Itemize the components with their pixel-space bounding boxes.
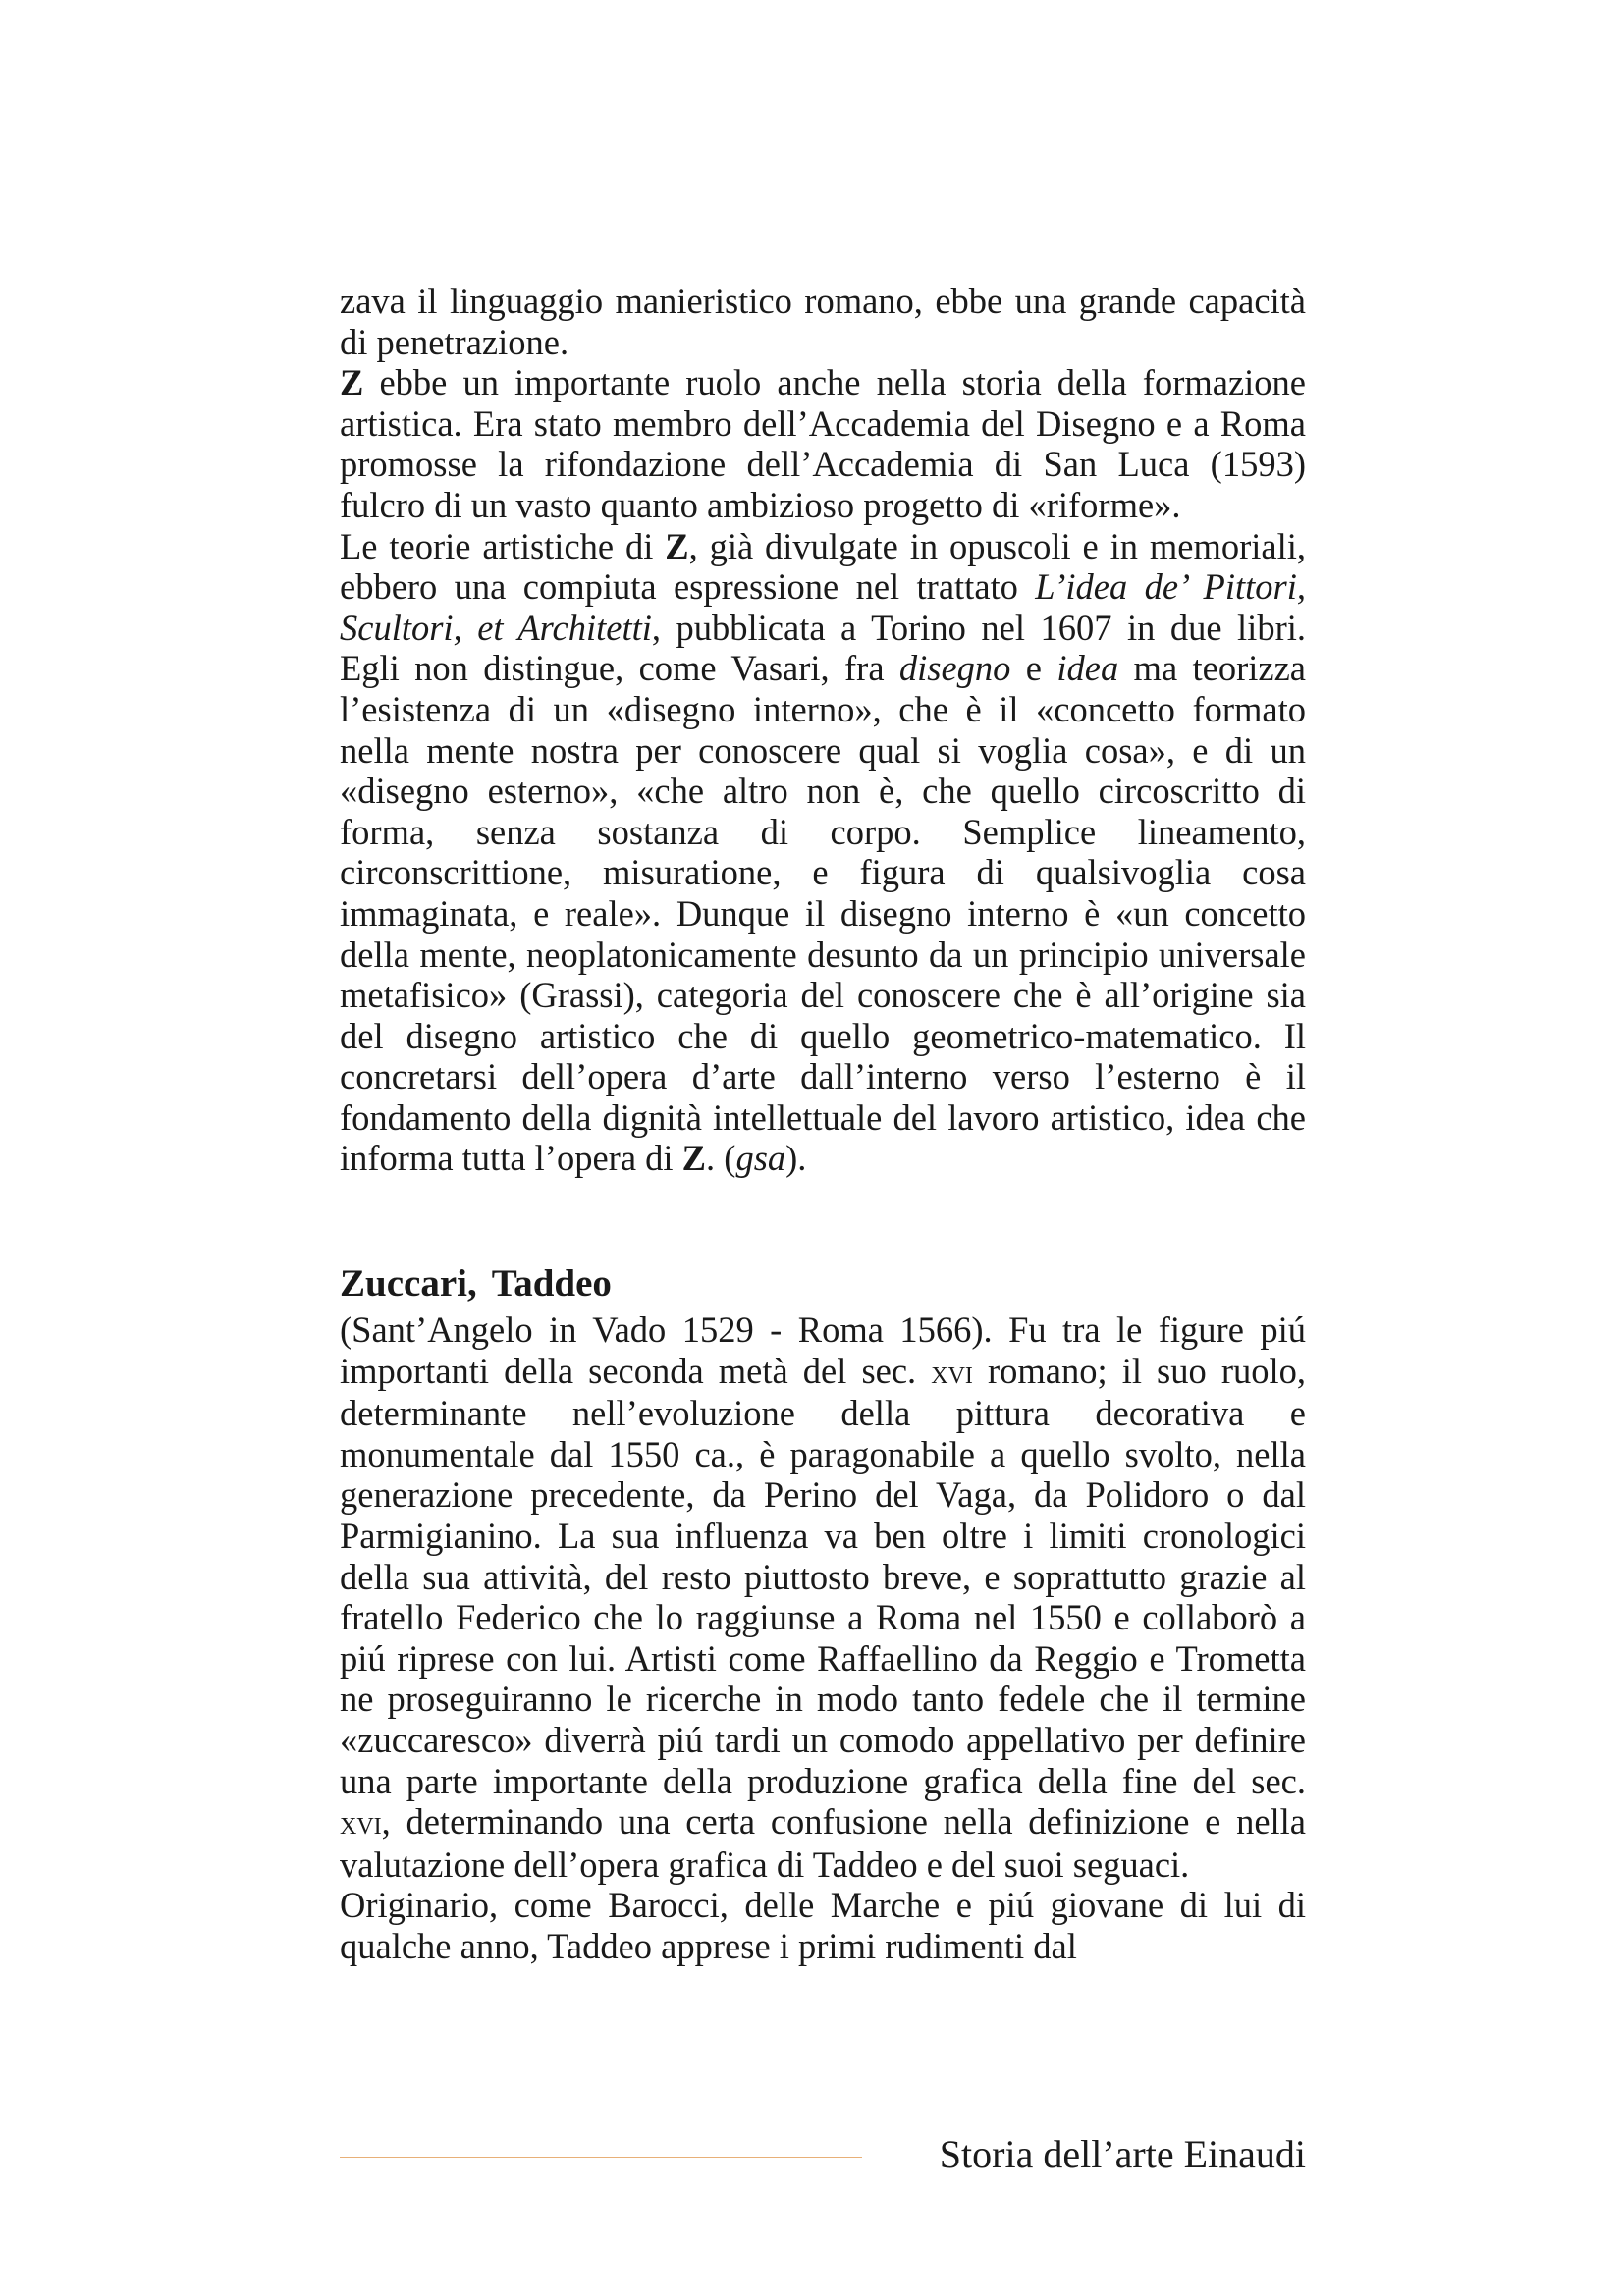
footer-rule: [340, 2157, 862, 2158]
term-disegno: disegno: [898, 648, 1011, 689]
paragraph: (Sant’Angelo in Vado 1529 - Roma 1566). Fu tra le figure piú importanti della seconda metà del sec. xvi romano; il suo ruolo, determinante nell’evoluzione della pittura decorativa e monumentale dal 1550 ca., è paragonabile a quello svolto, nella generazione precedente, da Perino del Vaga, da Polidoro o dal Parmigianino. La sua influenza va ben oltre i limiti cronologici della sua attività, del resto piuttosto breve, e soprattutto grazie al fratello Federico che lo raggiunse a Roma nel 1550 e collaborò a piú riprese con lui. Artisti come Raffaellino da Reggio e Trometta ne proseguiranno le ricerche in modo tanto fedele che il termine «zuccaresco» diverrà piú tardi un comodo appellativo per definire una parte importante della produzione grafica della fine del sec. xvi, determinando una certa confusione nella definizione e nella valutazione dell’opera grafica di Taddeo e del suoi seguaci.: [340, 1309, 1306, 1885]
footer-title: Storia dell’arte Einaudi: [939, 2132, 1306, 2176]
century-numeral: xvi: [340, 1805, 382, 1842]
paragraph: zava il linguaggio manieristico romano, ebbe una grande capacità di penetrazione.: [340, 281, 1306, 362]
paragraph: Le teorie artistiche di Z, già divulgate in opuscoli e in memoriali, ebbero una compiuta espressione nel trattato L’idea de’ Pittori, Scultori, et Architetti, pubblicata a Torino nel 1607 in due libri. Egli non distingue, come Vasari, fra disegno e idea ma teorizza l’esistenza di un «disegno interno», che è il «concetto formato nella mente nostra per conoscere qual si voglia cosa», e di un «disegno esterno», «che altro non è, che quello circoscritto di forma, senza sostanza di corpo. Semplice lineamento, circonscrittione, misuratione, e figura di qualsivoglia cosa immaginata, e reale». Dunque il disegno interno è «un concetto della mente, neoplatonicamente desunto da un principio universale metafisico» (Grassi), categoria del conoscere che è all’origine sia del disegno artistico che di quello geometrico-matematico. Il concretarsi dell’opera d’arte dall’interno verso l’esterno è il fondamento della dignità intellettuale del lavoro artistico, idea che informa tutta l’opera di Z. (gsa).: [340, 525, 1307, 1179]
entry-abbreviation: Z: [665, 525, 689, 566]
entry-zuccari-taddeo: [340, 1262, 1306, 1967]
century-numeral: xvi: [931, 1354, 973, 1391]
paragraph: Z ebbe un importante ruolo anche nella storia della formazione artistica. Era stato membro dell’Accademia del Disegno e a Roma promosse la rifondazione dell’Accademia di San Luca (1593) fulcro di un vasto quanto ambizioso progetto di «riforme».: [340, 362, 1306, 525]
entry-abbreviation: Z: [340, 362, 364, 403]
author-initials: gsa: [735, 1138, 786, 1179]
paragraph: Originario, come Barocci, delle Marche e piú giovane di lui di qualche anno, Taddeo apprese i primi rudimenti dal: [340, 1885, 1306, 1966]
term-idea: idea: [1056, 648, 1119, 689]
entry-title: Zuccari, Taddeo: [340, 1262, 612, 1305]
continued-entry-text: [340, 281, 1306, 1179]
entry-abbreviation: Z: [681, 1138, 707, 1179]
treatise-title: L’idea de’ Pittori, Scultori, et Architetti: [340, 566, 1306, 648]
